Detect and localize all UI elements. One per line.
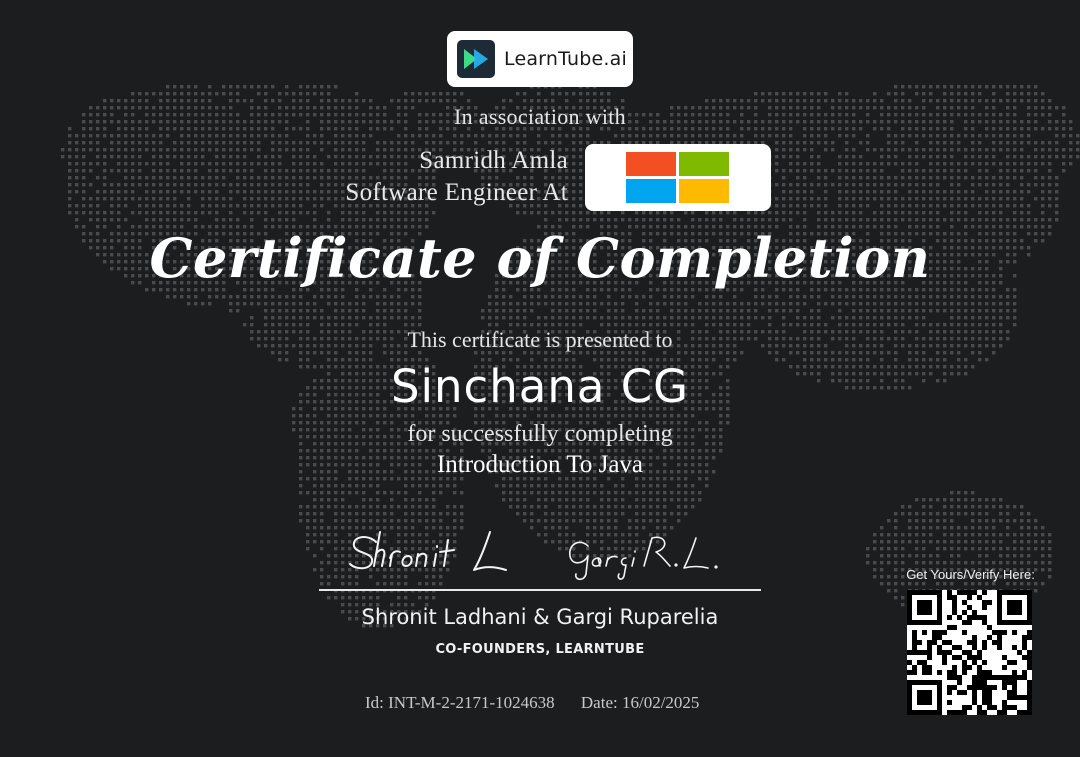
certificate-meta — [365, 693, 721, 713]
brand-name: LearnTube.ai — [504, 48, 627, 70]
logo-square-blue — [626, 179, 676, 203]
microsoft-logo-icon — [626, 152, 729, 203]
course-name: Introduction To Java — [436, 451, 644, 478]
certificate-title: Certificate of Completion — [149, 226, 931, 290]
learntube-logo — [447, 31, 633, 87]
signature-line — [319, 589, 761, 591]
signatures — [340, 520, 760, 586]
mentor-title: Software Engineer At — [345, 179, 568, 206]
founder-role: CO-FOUNDERS, LEARNTUBE — [435, 642, 645, 657]
play-forward-icon — [457, 40, 495, 78]
logo-square-yellow — [679, 179, 729, 203]
mentor-block — [345, 145, 568, 209]
partner-logo-card — [585, 144, 771, 211]
founder-names: Shronit Ladhani & Gargi Ruparelia — [361, 605, 719, 629]
verification-qr-code[interactable] — [907, 590, 1032, 715]
verify-label: Get Yours/Verify Here: — [906, 567, 1035, 582]
logo-square-green — [679, 152, 729, 176]
signature-shronit — [350, 532, 506, 570]
completing-text: for successfully completing — [407, 421, 673, 447]
recipient-name: Sinchana CG — [390, 360, 690, 413]
logo-square-red — [626, 152, 676, 176]
presented-text: This certificate is presented to — [407, 327, 673, 352]
issue-date: Date: 16/02/2025 — [580, 693, 700, 712]
mentor-name: Samridh Amla — [419, 147, 568, 174]
signature-gargi — [570, 537, 717, 579]
association-text: In association with — [454, 104, 626, 129]
certificate-id: Id: INT-M-2-2171-1024638 — [365, 693, 555, 712]
